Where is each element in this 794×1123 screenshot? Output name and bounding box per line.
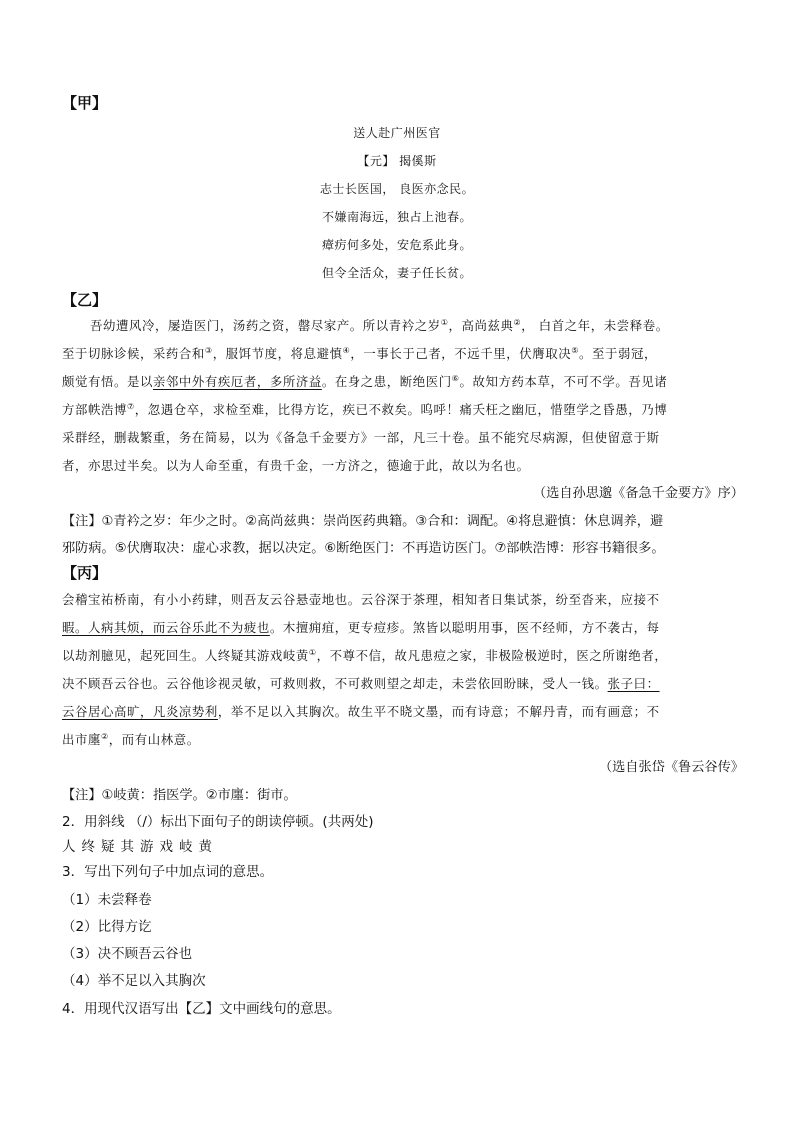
yi-note-line-2: 邪防病。⑤伏膺取决：虚心求教，据以决定。⑥断绝医门：不再造访医门。⑦部帙浩博：形容书籍很多。 (62, 541, 665, 556)
poem-title: 送人赴广州医官 (353, 126, 441, 140)
yi-line-2: 至于切脉诊候，采药合和③，服饵节度，将息避慎④，一事长于己者，不远千里，伏膺取决⑤。至于弱冠， (62, 345, 657, 361)
poem-line-2: 不嫌南海远，独占上池春。 (321, 210, 472, 224)
yi-source: （选自孙思邈《备急千金要方》序） (533, 486, 744, 501)
bing-source: （选自张岱《鲁云谷传》 (598, 760, 744, 775)
section-heading-bing: 【丙】 (62, 564, 108, 582)
bing-underlined-3: 云谷居心高旷，凡炎凉势利 (62, 704, 218, 719)
yi-line-6: 者，亦思过半矣。以为人命至重，有贵千金，一方济之，德逾于此，故以为名也。 (62, 458, 530, 473)
yi-underlined-sentence: 亲邻中外有疾厄者，多所济益 (152, 374, 322, 389)
question-2: 2．用斜线 （/）标出下面句子的朗读停顿。(共两处) (62, 814, 374, 830)
bing-line-4: 决不顾吾云谷也。云谷他诊视灵敏，可救则救，不可救则望之却走，未尝依回盼睐，受人一钱。张子曰： (62, 676, 660, 691)
section-heading-jia: 【甲】 (62, 94, 108, 112)
question-3-item-2: （2）比得方讫 (62, 919, 152, 935)
bing-line-1: 会稽宝祐桥南，有小小药肆，则吾友云谷悬壶地也。云谷深于茶理，相知者日集试茶，纷至沓来，应接不 (62, 592, 660, 607)
poem-line-4: 但令全活众，妻子任长贫。 (321, 266, 472, 280)
bing-line-3: 以劫剂臆见，起死回生。人终疑其游戏岐黄①，不尊不信，故凡患痘之家，非极险极逆时，医之所谢绝者， (62, 647, 668, 663)
question-4: 4．用现代汉语写出【乙】文中画线句的意思。 (62, 1001, 341, 1017)
question-3-item-4: （4）举不足以入其胸次 (62, 973, 206, 989)
question-3-item-1: （1）未尝释卷 (62, 892, 152, 908)
bing-line-2: 暇。人病其烦，而云谷乐此不为疲也。木擅痈疽，更专痘疹。煞皆以聪明用事，医不经师，方不袭古，每 (62, 620, 660, 635)
poem-line-1: 志士长医国， 良医亦念民。 (319, 182, 475, 196)
poem-line-3: 瘴疠何多处，安危系此身。 (321, 238, 472, 252)
bing-underlined-2: 张子曰： (607, 676, 660, 691)
question-3: 3．写出下列句子中加点词的意思。 (62, 864, 274, 880)
yi-note-line-1: 【注】①青衿之岁：年少之时。②高尚兹典：崇尚医药典籍。③合和：调配。④将息避慎：休息调养，避 (62, 514, 664, 529)
yi-line-4: 方部帙浩博⑦，忽遇仓卒，求检至难，比得方讫，疾已不救矣。呜呼！痛夭枉之幽厄，惜堕学之昏愚，乃博 (62, 401, 668, 417)
yi-line-5: 采群经，删裁繁重，务在简易，以为《备急千金要方》一部，凡三十卷。虽不能究尽病源，但使留意于斯 (62, 430, 660, 445)
bing-underlined-1: 暇。人病其烦，而云谷乐此不为疲也 (62, 620, 270, 635)
poem-author: 【元】 揭傒斯 (357, 154, 437, 168)
yi-line-3: 颇觉有悟。是以亲邻中外有疾厄者，多所济益。在身之患，断绝医门⑥。故知方药本草，不可不学。吾见诸 (62, 373, 668, 389)
question-3-item-3: （3）决不顾吾云谷也 (62, 946, 193, 962)
bing-note: 【注】①岐黄：指医学。②市廛：街市。 (62, 788, 297, 803)
question-2-sentence: 人终疑其游戏岐黄 (62, 839, 218, 855)
bing-line-6: 出市廛②，而有山林意。 (62, 731, 200, 747)
yi-line-1: 吾幼遭风冷，屡造医门，汤药之资，罄尽家产。所以青衿之岁①，高尚兹典②， 白首之年，未尝释卷。 (90, 317, 669, 333)
section-heading-yi: 【乙】 (62, 291, 108, 309)
bing-line-5: 云谷居心高旷，凡炎凉势利，举不足以入其胸次。故生平不晓文墨，而有诗意；不解丹青，而有画意；不 (62, 704, 660, 719)
